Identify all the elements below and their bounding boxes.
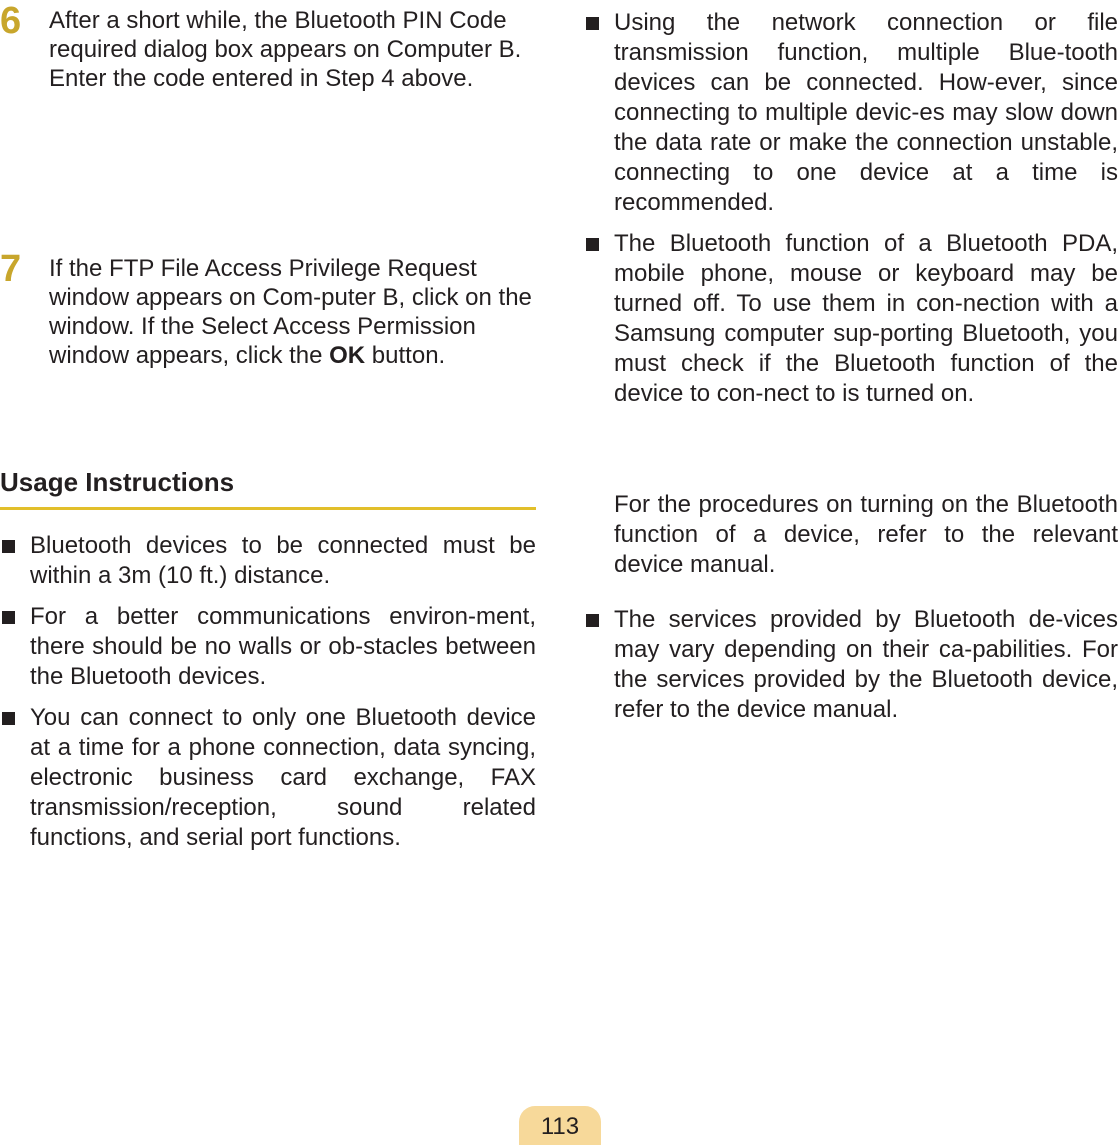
left-bullet-list <box>0 531 536 864</box>
list-item: The Bluetooth function of a Bluetooth PDA, mobile phone, mouse or keyboard may be turned off. To use them in con-nection with a Samsung computer sup-porting Bluetooth, you must check if the Bluetooth function of the device to con-nect to is turned on. <box>584 229 1118 409</box>
step-7 <box>0 248 536 370</box>
list-item: For a better communications environ-ment, there should be no walls or ob-stacles between the Bluetooth devices. <box>0 602 536 692</box>
square-bullet-icon <box>586 614 599 627</box>
step-text: After a short while, the Bluetooth PIN Code required dialog box appears on Computer B. Enter the code entered in Step 4 above. <box>49 7 522 92</box>
page-number: 113 <box>519 1106 601 1145</box>
right-bullet-list-2 <box>584 605 1118 736</box>
list-item: Bluetooth devices to be connected must be within a 3m (10 ft.) distance. <box>0 531 536 591</box>
indented-paragraph: For the procedures on turning on the Bluetooth function of a device, refer to the relevant device manual. <box>614 491 1118 578</box>
step-number: 6 <box>0 0 22 42</box>
list-item: You can connect to only one Bluetooth device at a time for a phone connection, data syncing, electronic business card exchange, FAX transmission/reception, sound related functions, and serial port functions. <box>0 703 536 853</box>
section-title: Usage Instructions <box>0 465 536 510</box>
step-text: If the FTP File Access Privilege Request window appears on Com-puter B, click on the window. If the Select Access Permission window appears, click the OK button. <box>49 255 532 369</box>
square-bullet-icon <box>586 17 599 30</box>
ok-button-label: OK <box>329 342 366 369</box>
square-bullet-icon <box>2 540 15 553</box>
list-item: Using the network connection or file transmission function, multiple Blue-tooth devices can be connected. How-ever, since connecting to multiple devic-es may slow down the data rate or make the connection unstable, connecting to one device at a time is recommended. <box>584 8 1118 218</box>
step-number: 7 <box>0 248 22 290</box>
list-item: The services provided by Bluetooth de-vices may vary depending on their ca-pabilities. For the services provided by the Bluetooth device, refer to the device manual. <box>584 605 1118 725</box>
square-bullet-icon <box>2 712 15 725</box>
right-bullet-list <box>584 8 1118 420</box>
square-bullet-icon <box>2 611 15 624</box>
step-6 <box>0 0 536 93</box>
square-bullet-icon <box>586 238 599 251</box>
